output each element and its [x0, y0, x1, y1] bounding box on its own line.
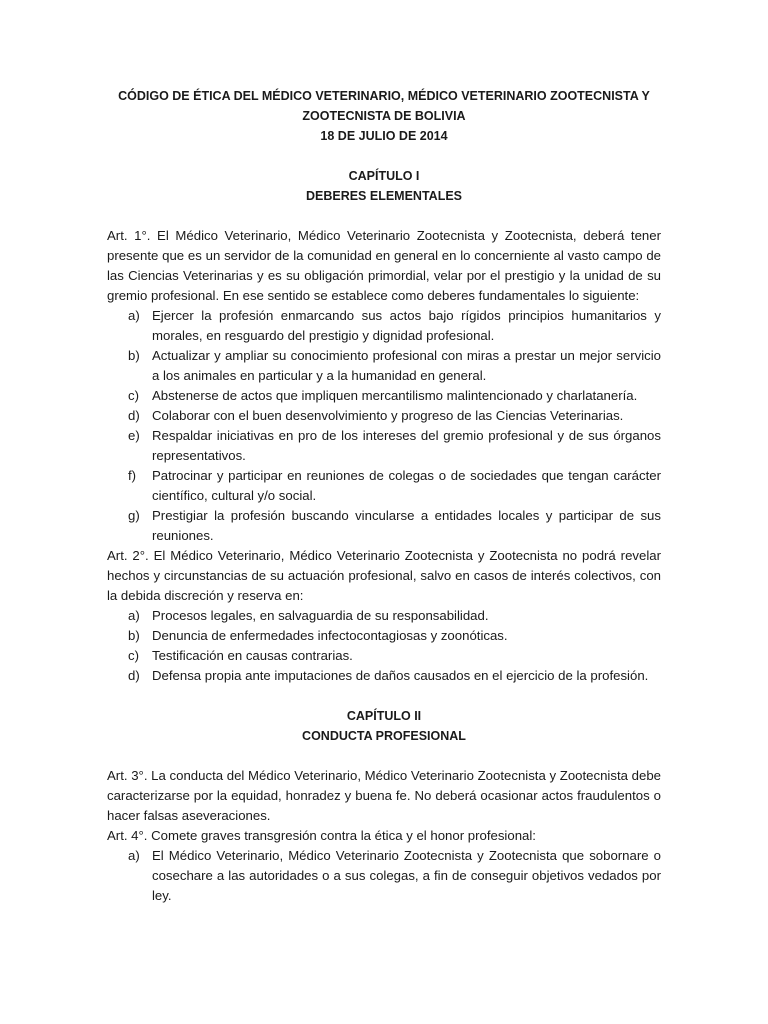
- list-item-text: Actualizar y ampliar su conocimiento profesional con miras a prestar un mejor servicio a los animales en particular y a la humanidad en general.: [152, 348, 661, 383]
- list-item-text: Ejercer la profesión enmarcando sus actos bajo rígidos principios humanitarios y morales, en resguardo del prestigio y dignidad profesional.: [152, 308, 661, 343]
- list-marker: a): [128, 308, 140, 323]
- document-title-line-2: ZOOTECNISTA DE BOLIVIA: [302, 109, 466, 123]
- list-item: [107, 386, 661, 406]
- list-marker: c): [128, 388, 139, 403]
- article-2-text: Art. 2°. El Médico Veterinario, Médico Veterinario Zootecnista y Zootecnista no podrá revelar hechos y circunstancias de su actuación profesional, salvo en casos de interés colectivos, con la debida discreción y reserva en:: [107, 548, 661, 603]
- article-3-text: Art. 3°. La conducta del Médico Veterinario, Médico Veterinario Zootecnista y Zootecnista debe caracterizarse por la equidad, honradez y buena fe. No deberá ocasionar actos fraudulentos o hacer falsas aseveraciones.: [107, 768, 661, 823]
- list-item-text: Denuncia de enfermedades infectocontagiosas y zoonóticas.: [152, 628, 508, 643]
- list-marker: a): [128, 608, 140, 623]
- list-item-text: Patrocinar y participar en reuniones de colegas o de sociedades que tengan carácter científico, cultural y/o social.: [152, 468, 661, 503]
- list-marker: g): [128, 508, 140, 523]
- chapter-2-subheading: CONDUCTA PROFESIONAL: [302, 729, 466, 743]
- chapter-2-heading: CAPÍTULO II: [346, 709, 422, 723]
- chapter-1-subheading: DEBERES ELEMENTALES: [305, 189, 463, 203]
- list-item: [107, 346, 661, 386]
- list-item: [107, 306, 661, 346]
- list-marker: d): [128, 668, 140, 683]
- list-item-text: Prestigiar la profesión buscando vincularse a entidades locales y participar de sus reuniones.: [152, 508, 661, 543]
- article-4-list: [107, 846, 661, 906]
- list-item: [107, 626, 661, 646]
- list-item: [107, 846, 661, 906]
- list-item-text: Defensa propia ante imputaciones de daños causados en el ejercicio de la profesión.: [152, 668, 649, 683]
- list-item-text: Respaldar iniciativas en pro de los intereses del gremio profesional y de sus órganos representativos.: [152, 428, 661, 463]
- document-title-line-1: CÓDIGO DE ÉTICA DEL MÉDICO VETERINARIO, MÉDICO VETERINARIO ZOOTECNISTA Y: [118, 89, 650, 103]
- list-item: [107, 406, 661, 426]
- list-item-text: Procesos legales, en salvaguardia de su responsabilidad.: [152, 608, 489, 623]
- article-4-text: Art. 4°. Comete graves transgresión contra la ética y el honor profesional:: [107, 828, 536, 843]
- list-item-text: Colaborar con el buen desenvolvimiento y progreso de las Ciencias Veterinarias.: [152, 408, 624, 423]
- list-item: [107, 646, 661, 666]
- list-marker: b): [128, 348, 140, 363]
- list-item-text: Abstenerse de actos que impliquen mercantilismo malintencionado y charlatanería.: [152, 388, 638, 403]
- list-item-text: Testificación en causas contrarias.: [152, 648, 353, 663]
- list-item: [107, 606, 661, 626]
- list-marker: b): [128, 628, 140, 643]
- list-marker: e): [128, 428, 140, 443]
- document-date: 18 DE JULIO DE 2014: [320, 129, 448, 143]
- article-1-list: [107, 306, 661, 546]
- list-item: [107, 426, 661, 466]
- list-item: [107, 506, 661, 546]
- article-1-text: Art. 1°. El Médico Veterinario, Médico Veterinario Zootecnista y Zootecnista, deberá tener presente que es un servidor de la comunidad en general en lo concerniente al vasto campo de las Ciencias Veterinarias y es su obligación primordial, velar por el prestigio y la unidad de su gremio profesional. En ese sentido se establece como deberes fundamentales lo siguiente:: [107, 228, 661, 303]
- list-item: [107, 466, 661, 506]
- list-marker: f): [128, 468, 137, 483]
- list-marker: a): [128, 848, 140, 863]
- list-marker: c): [128, 648, 139, 663]
- list-item: [107, 666, 661, 686]
- list-item-text: El Médico Veterinario, Médico Veterinario Zootecnista y Zootecnista que sobornare o cosechare a las autoridades o a sus colegas, a fin de conseguir objetivos vedados por ley.: [152, 848, 661, 903]
- list-marker: d): [128, 408, 140, 423]
- chapter-1-heading: CAPÍTULO I: [348, 169, 420, 183]
- article-2-list: [107, 606, 661, 686]
